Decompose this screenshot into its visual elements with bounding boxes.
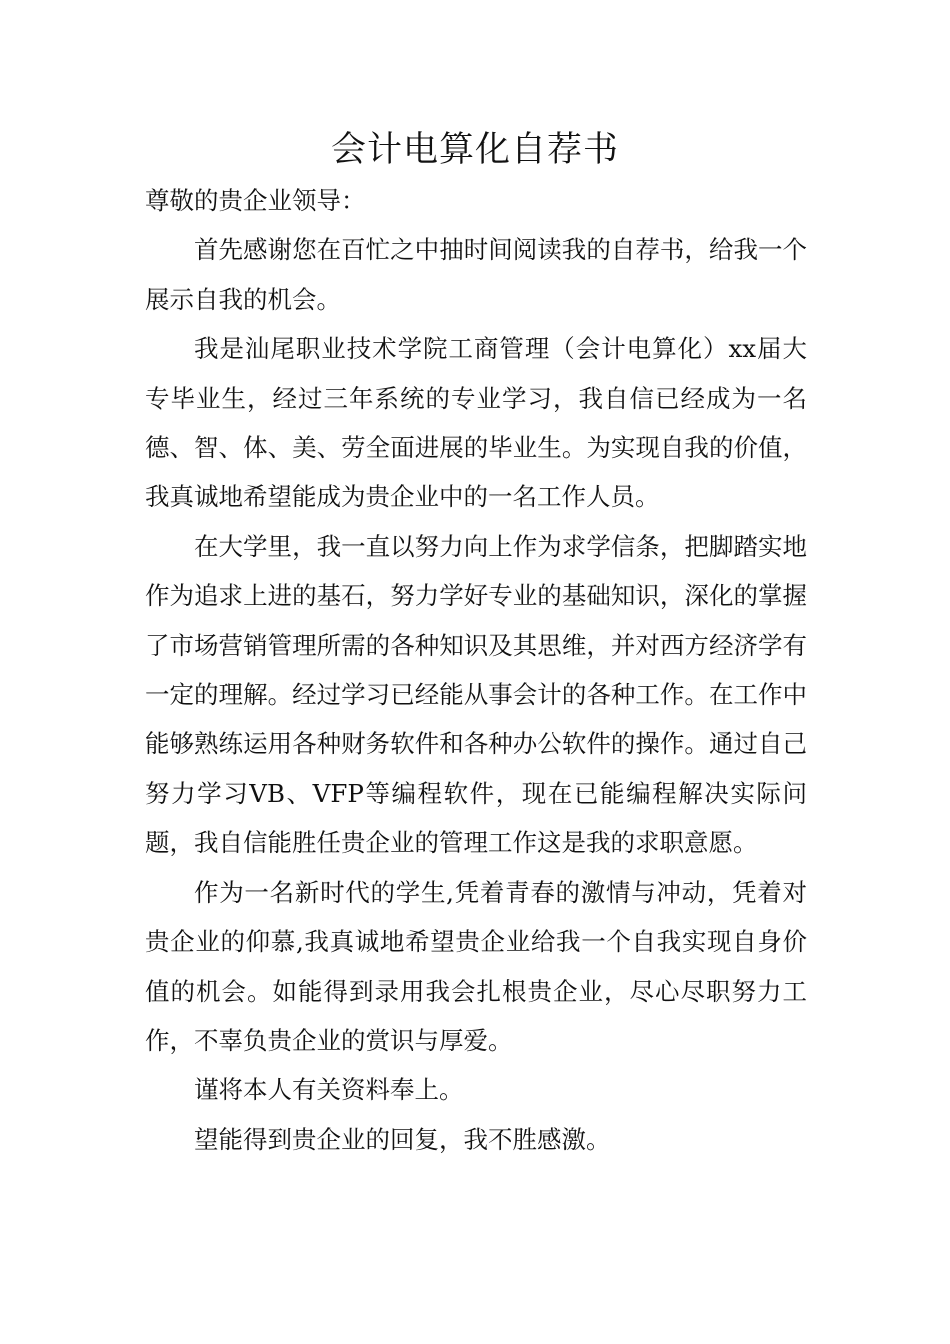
paragraph-introduction: 我是汕尾职业技术学院工商管理（会计电算化）xx届大专毕业生，经过三年系统的专业学习，我自信已经成为一名德、智、体、美、劳全面进展的毕业生。为实现自我的价值，我真诚地希望能成为贵企业中的一名工作人员。 bbox=[145, 334, 807, 512]
salutation: 尊敬的贵企业领导： bbox=[145, 186, 366, 215]
paragraph-materials: 谨将本人有关资料奉上。 bbox=[194, 1075, 464, 1105]
paragraph-university-study: 在大学里，我一直以努力向上作为求学信条，把脚踏实地作为追求上进的基石，努力学好专业的基础知识，深化的掌握了市场营销管理所需的各种知识及其思维，并对西方经济学有一定的理解。经过学习已经能从事会计的各种工作。在工作中能够熟练运用各种财务软件和各种办公软件的操作。通过自己努力学习VB、VFP等编程软件，现在已能编程解决实际问题，我自信能胜任贵企业的管理工作这是我的求职意愿。 bbox=[145, 531, 807, 858]
document-body bbox=[145, 176, 807, 1164]
paragraph-aspiration: 作为一名新时代的学生,凭着青春的激情与冲动，凭着对贵企业的仰慕,我真诚地希望贵企业给我一个自我实现自身价值的机会。如能得到录用我会扎根贵企业，尽心尽职努力工作，不辜负贵企业的赏识与厚爱。 bbox=[145, 877, 807, 1055]
document-title: 会计电算化自荐书 bbox=[330, 130, 619, 170]
paragraph-closing: 望能得到贵企业的回复，我不胜感激。 bbox=[194, 1124, 611, 1154]
paragraph-thanks: 首先感谢您在百忙之中抽时间阅读我的自荐书，给我一个展示自我的机会。 bbox=[145, 235, 807, 314]
